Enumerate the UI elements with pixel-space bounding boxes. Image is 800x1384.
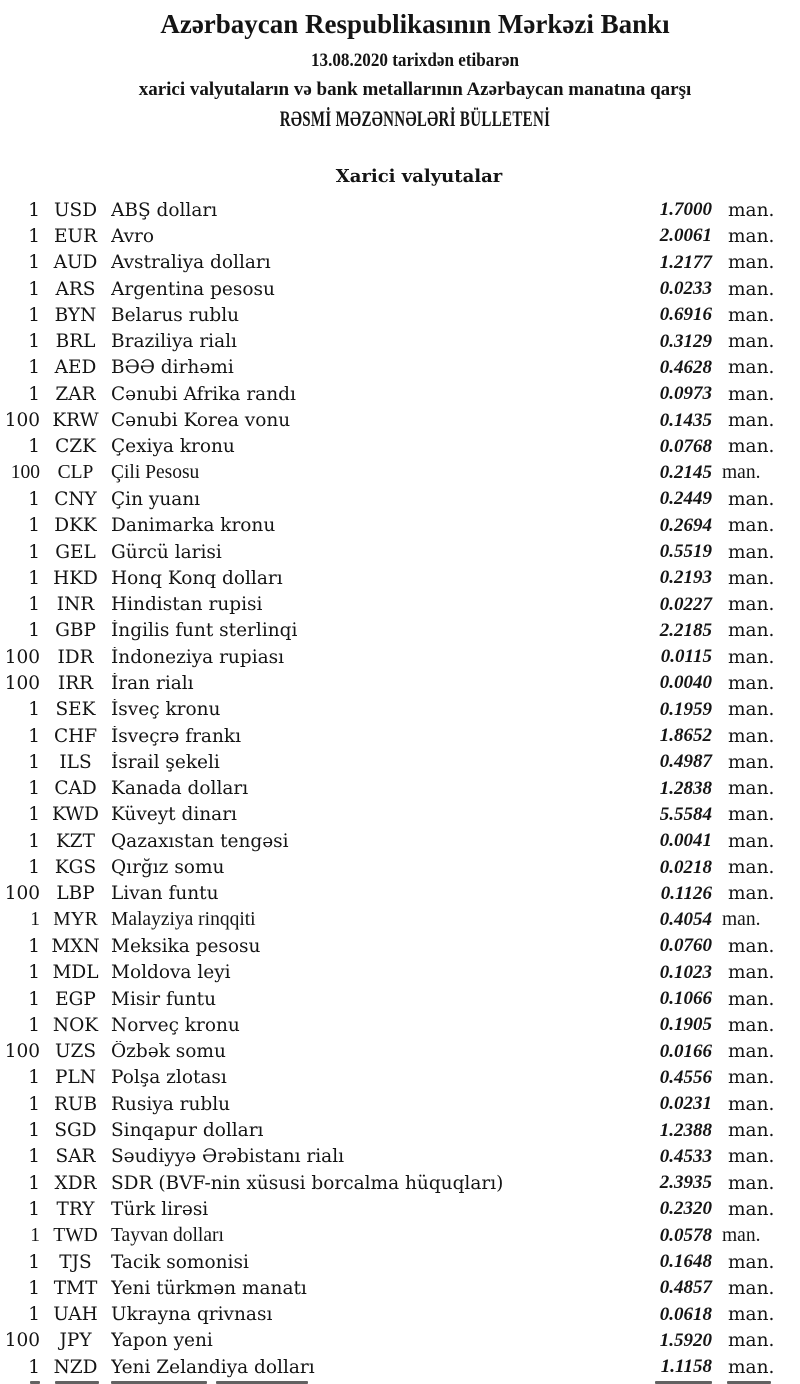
currency-code-cell: ILS — [59, 751, 92, 773]
unit-cell: man. — [728, 962, 775, 984]
currency-code-cell: ARS — [55, 278, 96, 300]
currency-code-cell: CHF — [53, 725, 98, 747]
currency-name-cell: Moldova leyi — [111, 962, 231, 984]
currency-name-cell: Rusiya rublu — [111, 1093, 231, 1115]
table-row — [0, 250, 800, 276]
rate-value-cell: 0.2320 — [659, 1198, 712, 1220]
unit-cell: man. — [728, 804, 775, 826]
rate-value-cell: 0.0768 — [659, 435, 712, 457]
rate-value-cell: 1.2838 — [659, 777, 712, 799]
currency-name-cell: Yeni Zelandiya dolları — [111, 1356, 315, 1378]
qty-cell: 1 — [28, 383, 40, 405]
unit-cell: man. — [728, 567, 775, 589]
rate-value-cell: 0.4533 — [659, 1145, 712, 1167]
unit-cell: man. — [728, 646, 775, 668]
currency-code-cell: UAH — [53, 1304, 98, 1326]
currency-code-cell: GBP — [55, 620, 96, 642]
table-row — [0, 197, 800, 223]
rate-value-cell: 0.0227 — [659, 593, 712, 615]
currency-name-cell: Tayvan dolları — [111, 1224, 224, 1246]
section-title-foreign-currencies: Xarici valyutalar — [335, 166, 503, 187]
currency-name-cell: Səudiyyə Ərəbistanı rialı — [111, 1146, 345, 1168]
table-row — [0, 276, 800, 302]
unit-cell: man. — [728, 331, 775, 353]
table-row — [0, 907, 800, 933]
currency-name-cell: Qırğız somu — [111, 857, 225, 879]
currency-name-cell: İngilis funt sterlinqi — [111, 620, 298, 642]
currency-name-cell: Yapon yeni — [111, 1330, 213, 1352]
table-row — [0, 513, 800, 539]
unit-cell: man. — [728, 1198, 775, 1220]
currency-code-cell: SAR — [55, 1146, 96, 1168]
qty-cell: 1 — [28, 594, 40, 616]
unit-cell: man. — [728, 304, 775, 326]
bulletin-title: RƏSMİ MƏZƏNNƏLƏRİ BÜLLETENİ — [279, 106, 551, 131]
currency-name-cell: Cənubi Afrika randı — [111, 383, 296, 405]
rate-value-cell: 0.3129 — [659, 330, 712, 352]
rate-value-cell: 1.1158 — [660, 1356, 712, 1378]
currency-code-cell: TMT — [53, 1277, 98, 1299]
unit-cell: man. — [728, 830, 775, 852]
currency-name-cell: İran rialı — [111, 672, 194, 694]
currency-code-cell: TJS — [59, 1251, 92, 1273]
currency-code-cell: HKD — [53, 567, 98, 589]
qty-cell: 1 — [28, 1198, 40, 1220]
currency-code-cell: ZAR — [55, 383, 96, 405]
qty-cell: 1 — [28, 1146, 40, 1168]
currency-code-cell: CAD — [54, 778, 97, 800]
rate-value-cell: 0.6916 — [659, 304, 712, 326]
currency-code-cell: CLP — [57, 462, 94, 484]
table-row — [0, 1091, 800, 1117]
bulletin-subtitle: xarici valyutaların və bank metallarının Azərbaycan manatına qarşı — [138, 79, 692, 100]
table-row — [0, 1012, 800, 1038]
unit-cell: man. — [728, 383, 775, 405]
rate-value-cell: 0.2694 — [659, 514, 712, 536]
rate-value-cell: 0.0973 — [659, 383, 712, 405]
unit-cell: man. — [728, 751, 775, 773]
table-row — [0, 881, 800, 907]
currency-code-cell: DKK — [54, 515, 97, 537]
table-row — [0, 1065, 800, 1091]
table-row — [0, 565, 800, 591]
qty-cell: 100 — [4, 1330, 40, 1352]
unit-cell: man. — [728, 488, 775, 510]
qty-cell: 1 — [28, 1251, 40, 1273]
unit-cell: man. — [728, 199, 775, 221]
table-row — [0, 986, 800, 1012]
table-row — [0, 1117, 800, 1143]
table-row — [0, 407, 800, 433]
currency-name-cell: Argentina pesosu — [111, 278, 275, 300]
qty-cell: 1 — [28, 357, 40, 379]
currency-name-cell: ABŞ dolları — [111, 199, 218, 221]
currency-name-cell: Danimarka kronu — [111, 515, 276, 537]
table-row — [0, 1144, 800, 1170]
currency-code-cell: MDL — [52, 962, 99, 984]
qty-cell: 1 — [28, 857, 40, 879]
qty-cell: 1 — [28, 778, 40, 800]
rate-value-cell: 0.1905 — [659, 1014, 712, 1036]
qty-cell: 100 — [4, 883, 40, 905]
unit-cell: man. — [728, 988, 775, 1010]
table-row — [0, 539, 800, 565]
unit-cell: man. — [728, 1330, 775, 1352]
rate-value-cell: 0.4556 — [659, 1066, 712, 1088]
qty-cell: 1 — [30, 1224, 40, 1246]
rate-value-cell: 2.3935 — [659, 1172, 712, 1194]
currency-name-cell: Qazaxıstan tengəsi — [111, 830, 289, 852]
currency-code-cell: BRL — [55, 331, 96, 353]
table-row — [0, 828, 800, 854]
currency-name-cell: Belarus rublu — [111, 304, 240, 326]
currency-code-cell: AUD — [53, 252, 98, 274]
currency-name-cell: Gürcü larisi — [111, 541, 222, 563]
qty-cell: 1 — [28, 804, 40, 826]
currency-name-cell: Honq Konq dolları — [111, 567, 283, 589]
rate-value-cell: 1.2177 — [659, 251, 712, 273]
table-row — [0, 1275, 800, 1301]
rate-value-cell: 1.7000 — [659, 199, 712, 221]
table-row — [0, 1354, 800, 1380]
unit-cell: man. — [728, 1120, 775, 1142]
unit-cell: man. — [728, 515, 775, 537]
currency-code-cell: NOK — [52, 1014, 99, 1036]
unit-cell: man. — [728, 410, 775, 432]
qty-cell: 1 — [28, 1120, 40, 1142]
unit-cell: man. — [728, 725, 775, 747]
effective-date-line: 13.08.2020 tarixdən etibarən — [310, 50, 520, 71]
currency-name-cell: Meksika pesosu — [111, 935, 261, 957]
qty-cell: 1 — [28, 1172, 40, 1194]
unit-cell: man. — [728, 1277, 775, 1299]
currency-code-cell: IDR — [57, 646, 94, 668]
qty-cell: 1 — [28, 1067, 40, 1089]
currency-code-cell: JPY — [59, 1330, 92, 1352]
rate-value-cell: 0.0040 — [659, 672, 712, 694]
qty-cell: 1 — [28, 515, 40, 537]
currency-code-cell: EUR — [53, 225, 98, 247]
currency-name-cell: Sinqapur dolları — [111, 1120, 264, 1142]
currency-code-cell: MXN — [51, 935, 100, 957]
rate-value-cell: 0.1959 — [659, 698, 712, 720]
rate-value-cell: 0.5519 — [659, 541, 712, 562]
table-row — [0, 460, 800, 486]
currency-code-cell: PLN — [55, 1067, 96, 1089]
currency-code-cell: KRW — [52, 410, 99, 432]
qty-cell: 1 — [28, 699, 40, 721]
unit-cell: man. — [728, 935, 775, 957]
table-row — [0, 1039, 800, 1065]
rate-value-cell: 0.0618 — [659, 1303, 712, 1325]
unit-cell: man. — [728, 436, 775, 458]
rate-value-cell: 0.1023 — [659, 961, 712, 983]
rate-value-cell: 1.8652 — [659, 725, 712, 747]
table-row — [0, 434, 800, 460]
bulletin-header — [0, 10, 800, 131]
currency-name-cell: BƏƏ dirhəmi — [111, 357, 234, 379]
currency-name-cell: İsveç kronu — [111, 699, 221, 721]
rate-value-cell: 0.1066 — [659, 988, 712, 1010]
table-row — [0, 854, 800, 880]
currency-name-cell: Cənubi Korea vonu — [111, 410, 291, 432]
table-row — [0, 618, 800, 644]
qty-cell: 1 — [28, 304, 40, 326]
currency-name-cell: Çin yuanı — [111, 488, 201, 510]
table-row — [0, 1170, 800, 1196]
unit-cell: man. — [728, 857, 775, 879]
rate-value-cell: 1.5920 — [659, 1329, 712, 1351]
qty-cell: 1 — [28, 436, 40, 458]
qty-cell: 100 — [4, 1041, 40, 1063]
currency-code-cell: KWD — [51, 804, 99, 826]
table-row — [0, 355, 800, 381]
unit-cell: man. — [728, 1251, 775, 1273]
rate-value-cell: 0.2193 — [659, 567, 712, 589]
qty-cell: 1 — [28, 278, 40, 300]
currency-code-cell: CNY — [54, 488, 97, 510]
currency-code-cell: MYR — [53, 909, 98, 931]
unit-cell: man. — [728, 699, 775, 721]
currency-name-cell: Livan funtu — [111, 883, 219, 905]
qty-cell: 1 — [28, 962, 40, 984]
unit-cell: man. — [728, 541, 775, 563]
rate-value-cell: 0.0041 — [659, 830, 712, 852]
currency-code-cell: SGD — [54, 1120, 97, 1142]
bank-title: Azərbaycan Respublikasının Mərkəzi Bankı — [160, 9, 670, 39]
qty-cell: 1 — [28, 1014, 40, 1036]
unit-cell: man. — [728, 1304, 775, 1326]
currency-code-cell: TWD — [53, 1224, 98, 1246]
currency-name-cell: Yeni türkmən manatı — [111, 1277, 307, 1299]
currency-name-cell: Çexiya kronu — [111, 436, 235, 458]
rate-value-cell: 1.2388 — [659, 1119, 712, 1141]
currency-name-cell: SDR (BVF-nin xüsusi borcalma hüquqları) — [111, 1172, 504, 1194]
qty-cell: 100 — [10, 462, 40, 484]
currency-code-cell: GEL — [55, 541, 96, 563]
unit-cell: man. — [728, 225, 775, 247]
table-row — [0, 802, 800, 828]
currency-name-cell: Malayziya rinqqiti — [111, 909, 256, 931]
table-row — [0, 486, 800, 512]
currency-code-cell: KGS — [54, 857, 97, 879]
unit-cell: man. — [728, 620, 775, 642]
unit-cell: man. — [728, 594, 775, 616]
qty-cell: 1 — [28, 1304, 40, 1326]
currency-name-cell: Hindistan rupisi — [111, 594, 263, 616]
currency-code-cell: USD — [53, 199, 98, 221]
qty-cell: 1 — [28, 567, 40, 589]
rate-value-cell: 0.2145 — [659, 462, 712, 484]
currency-code-cell: IRR — [57, 672, 94, 694]
qty-cell: 1 — [28, 725, 40, 747]
rate-value-cell: 0.1126 — [660, 882, 712, 904]
table-row — [0, 223, 800, 249]
currency-name-cell: Özbək somu — [111, 1041, 226, 1063]
table-row — [0, 1196, 800, 1222]
currency-name-cell: İsrail şekeli — [111, 751, 220, 773]
table-row — [0, 670, 800, 696]
clipped-next-row — [0, 1380, 800, 1384]
unit-cell: man. — [728, 1356, 775, 1378]
unit-cell: man. — [722, 462, 761, 484]
rate-value-cell: 0.0760 — [659, 935, 712, 957]
qty-cell: 1 — [28, 1277, 40, 1299]
qty-cell: 1 — [28, 541, 40, 563]
table-row — [0, 591, 800, 617]
unit-cell: man. — [728, 778, 775, 800]
qty-cell: 1 — [28, 225, 40, 247]
unit-cell: man. — [728, 1014, 775, 1036]
rate-value-cell: 2.2185 — [659, 619, 712, 641]
rate-value-cell: 0.0218 — [659, 856, 712, 878]
unit-cell: man. — [722, 909, 761, 931]
qty-cell: 1 — [28, 751, 40, 773]
table-row — [0, 644, 800, 670]
currency-name-cell: Norveç kronu — [111, 1014, 240, 1036]
rate-value-cell: 0.4628 — [659, 356, 712, 378]
qty-cell: 1 — [28, 620, 40, 642]
qty-cell: 1 — [28, 252, 40, 274]
rate-value-cell: 0.4054 — [659, 909, 712, 931]
currency-code-cell: CZK — [55, 436, 96, 458]
currency-code-cell: RUB — [53, 1093, 98, 1115]
unit-cell: man. — [728, 1146, 775, 1168]
currency-name-cell: İndoneziya rupiası — [111, 646, 285, 668]
currency-name-cell: Kanada dolları — [111, 778, 249, 800]
currency-code-cell: SEK — [55, 699, 96, 721]
table-row — [0, 1249, 800, 1275]
currency-code-cell: BYN — [54, 304, 97, 326]
table-row — [0, 933, 800, 959]
rate-value-cell: 0.4987 — [659, 751, 712, 773]
currency-name-cell: Küveyt dinarı — [111, 804, 237, 826]
rate-value-cell: 0.4857 — [659, 1277, 712, 1299]
table-row — [0, 302, 800, 328]
qty-cell: 100 — [4, 672, 40, 694]
table-row — [0, 1301, 800, 1327]
currency-code-cell: KZT — [55, 830, 95, 852]
currency-code-cell: XDR — [54, 1172, 97, 1194]
currency-name-cell: Braziliya rialı — [111, 331, 237, 353]
currency-name-cell: Çili Pesosu — [111, 462, 200, 484]
currency-name-cell: Ukrayna qrivnası — [111, 1304, 273, 1326]
currency-name-cell: Avstraliya dolları — [111, 252, 271, 274]
qty-cell: 1 — [28, 830, 40, 852]
table-row — [0, 960, 800, 986]
rate-value-cell: 0.2449 — [659, 488, 712, 510]
table-row — [0, 776, 800, 802]
qty-cell: 1 — [28, 988, 40, 1010]
currency-code-cell: INR — [56, 594, 95, 616]
unit-cell: man. — [728, 883, 775, 905]
qty-cell: 100 — [4, 410, 40, 432]
rate-value-cell: 0.0166 — [659, 1040, 712, 1062]
currency-name-cell: Avro — [111, 225, 155, 247]
qty-cell: 1 — [28, 331, 40, 353]
rate-value-cell: 0.1435 — [659, 409, 712, 431]
qty-cell: 1 — [28, 1356, 40, 1378]
rates-table — [0, 197, 800, 1384]
qty-cell: 100 — [4, 646, 40, 668]
qty-cell: 1 — [30, 909, 40, 931]
currency-code-cell: AED — [54, 357, 97, 379]
unit-cell: man. — [728, 672, 775, 694]
rate-value-cell: 0.0578 — [659, 1224, 712, 1246]
unit-cell: man. — [728, 1067, 775, 1089]
currency-code-cell: NZD — [53, 1356, 98, 1378]
table-row — [0, 1223, 800, 1249]
rate-value-cell: 2.0061 — [659, 225, 712, 247]
currency-code-cell: TRY — [56, 1198, 95, 1220]
table-row — [0, 723, 800, 749]
qty-cell: 1 — [28, 488, 40, 510]
currency-name-cell: Türk lirəsi — [111, 1198, 209, 1220]
qty-cell: 1 — [28, 935, 40, 957]
unit-cell: man. — [728, 252, 775, 274]
unit-cell: man. — [728, 357, 775, 379]
unit-cell: man. — [722, 1224, 761, 1246]
rate-value-cell: 0.0233 — [659, 278, 712, 300]
table-row — [0, 381, 800, 407]
qty-cell: 1 — [28, 1093, 40, 1115]
table-row — [0, 328, 800, 354]
currency-name-cell: Tacik somonisi — [111, 1251, 249, 1273]
unit-cell: man. — [728, 1093, 775, 1115]
currency-name-cell: Polşa zlotası — [111, 1067, 227, 1089]
rate-value-cell: 0.1648 — [659, 1251, 712, 1273]
table-row — [0, 697, 800, 723]
currency-code-cell: UZS — [54, 1041, 97, 1063]
unit-cell: man. — [728, 1041, 775, 1063]
unit-cell: man. — [728, 278, 775, 300]
table-row — [0, 749, 800, 775]
rate-value-cell: 0.0115 — [660, 646, 712, 668]
currency-code-cell: EGP — [55, 988, 96, 1010]
rate-value-cell: 5.5584 — [659, 803, 712, 825]
currency-code-cell: LBP — [56, 883, 95, 905]
qty-cell: 1 — [28, 199, 40, 221]
table-row — [0, 1328, 800, 1354]
unit-cell: man. — [728, 1172, 775, 1194]
rate-value-cell: 0.0231 — [659, 1093, 712, 1115]
currency-name-cell: İsveçrə frankı — [111, 725, 241, 747]
currency-name-cell: Misir funtu — [111, 988, 217, 1010]
